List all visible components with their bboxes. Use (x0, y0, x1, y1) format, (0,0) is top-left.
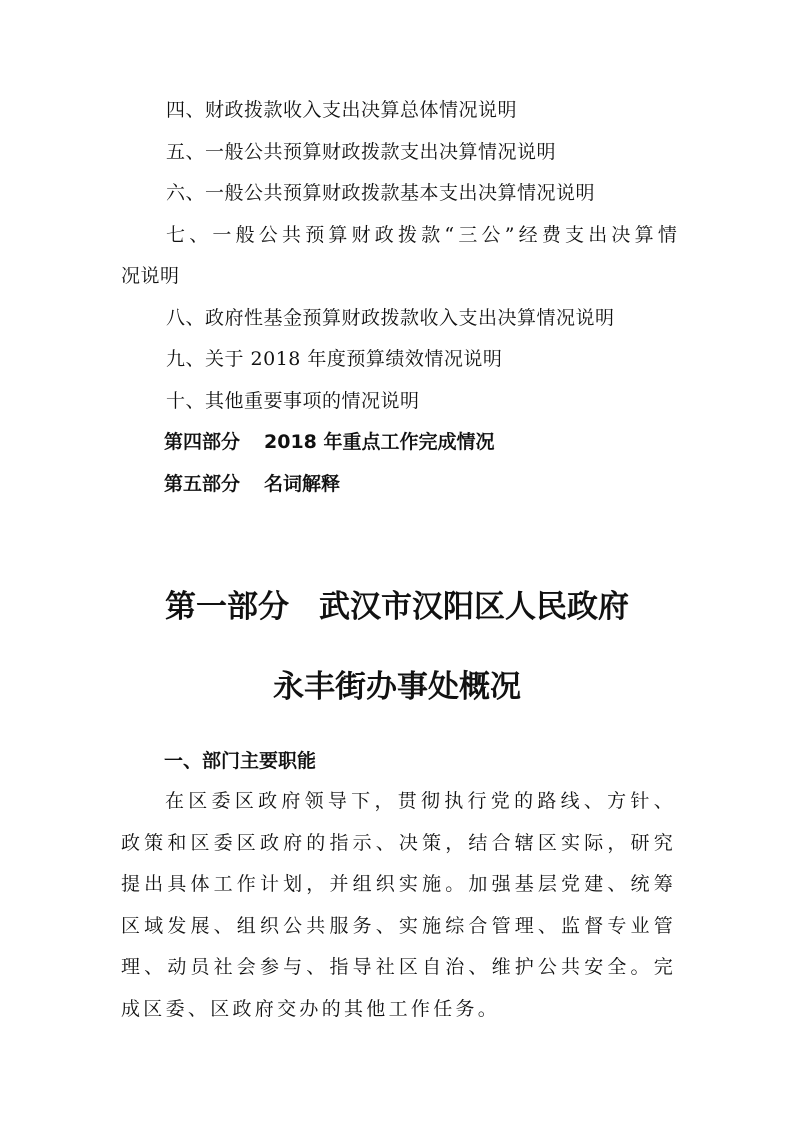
section-title-main: 武汉市汉阳区人民政府 (319, 589, 629, 625)
toc-item-10: 十、其他重要事项的情况说明 (166, 390, 420, 412)
toc-part-4 (164, 430, 495, 454)
toc-part-4-title: 2018 年重点工作完成情况 (264, 431, 495, 453)
toc-item-8: 八、政府性基金预算财政拨款收入支出决算情况说明 (166, 307, 615, 329)
toc-part-5-title: 名词解释 (264, 473, 341, 495)
toc-item-6: 六、一般公共预算财政拨款基本支出决算情况说明 (166, 182, 596, 204)
toc-item-5: 五、一般公共预算财政拨款支出决算情况说明 (166, 141, 557, 163)
toc-item-7-line-2: 况说明 (121, 265, 180, 287)
part-1-label: 第一部分 (165, 589, 289, 625)
toc-part-5-label: 第五部分 (164, 473, 241, 495)
toc-item-9: 九、关于 2018 年度预算绩效情况说明 (166, 348, 503, 370)
section-title-line-2: 永丰街办事处概况 (273, 669, 521, 705)
paragraph-main-functions: 在区委区政府领导下，贯彻执行党的路线、方针、政策和区委区政府的指示、决策，结合辖区实际，研究提出具体工作计划，并组织实施。加强基层党建、统筹区域发展、组织公共服务、实施综合管理、监督专业管理、动员社会参与、指导社区自治、维护公共安全。完成区委、区政府交办的其他工作任务。 (121, 790, 676, 1020)
toc-item-7-line-1: 七、一般公共预算财政拨款“三公”经费支出决算情 (166, 224, 682, 246)
section-title-line-1 (0, 587, 794, 627)
toc-item-4: 四、财政拨款收入支出决算总体情况说明 (166, 99, 518, 121)
toc-part-4-label: 第四部分 (164, 431, 241, 453)
toc-part-5 (164, 472, 340, 496)
section-heading-1: 一、部门主要职能 (164, 750, 317, 772)
